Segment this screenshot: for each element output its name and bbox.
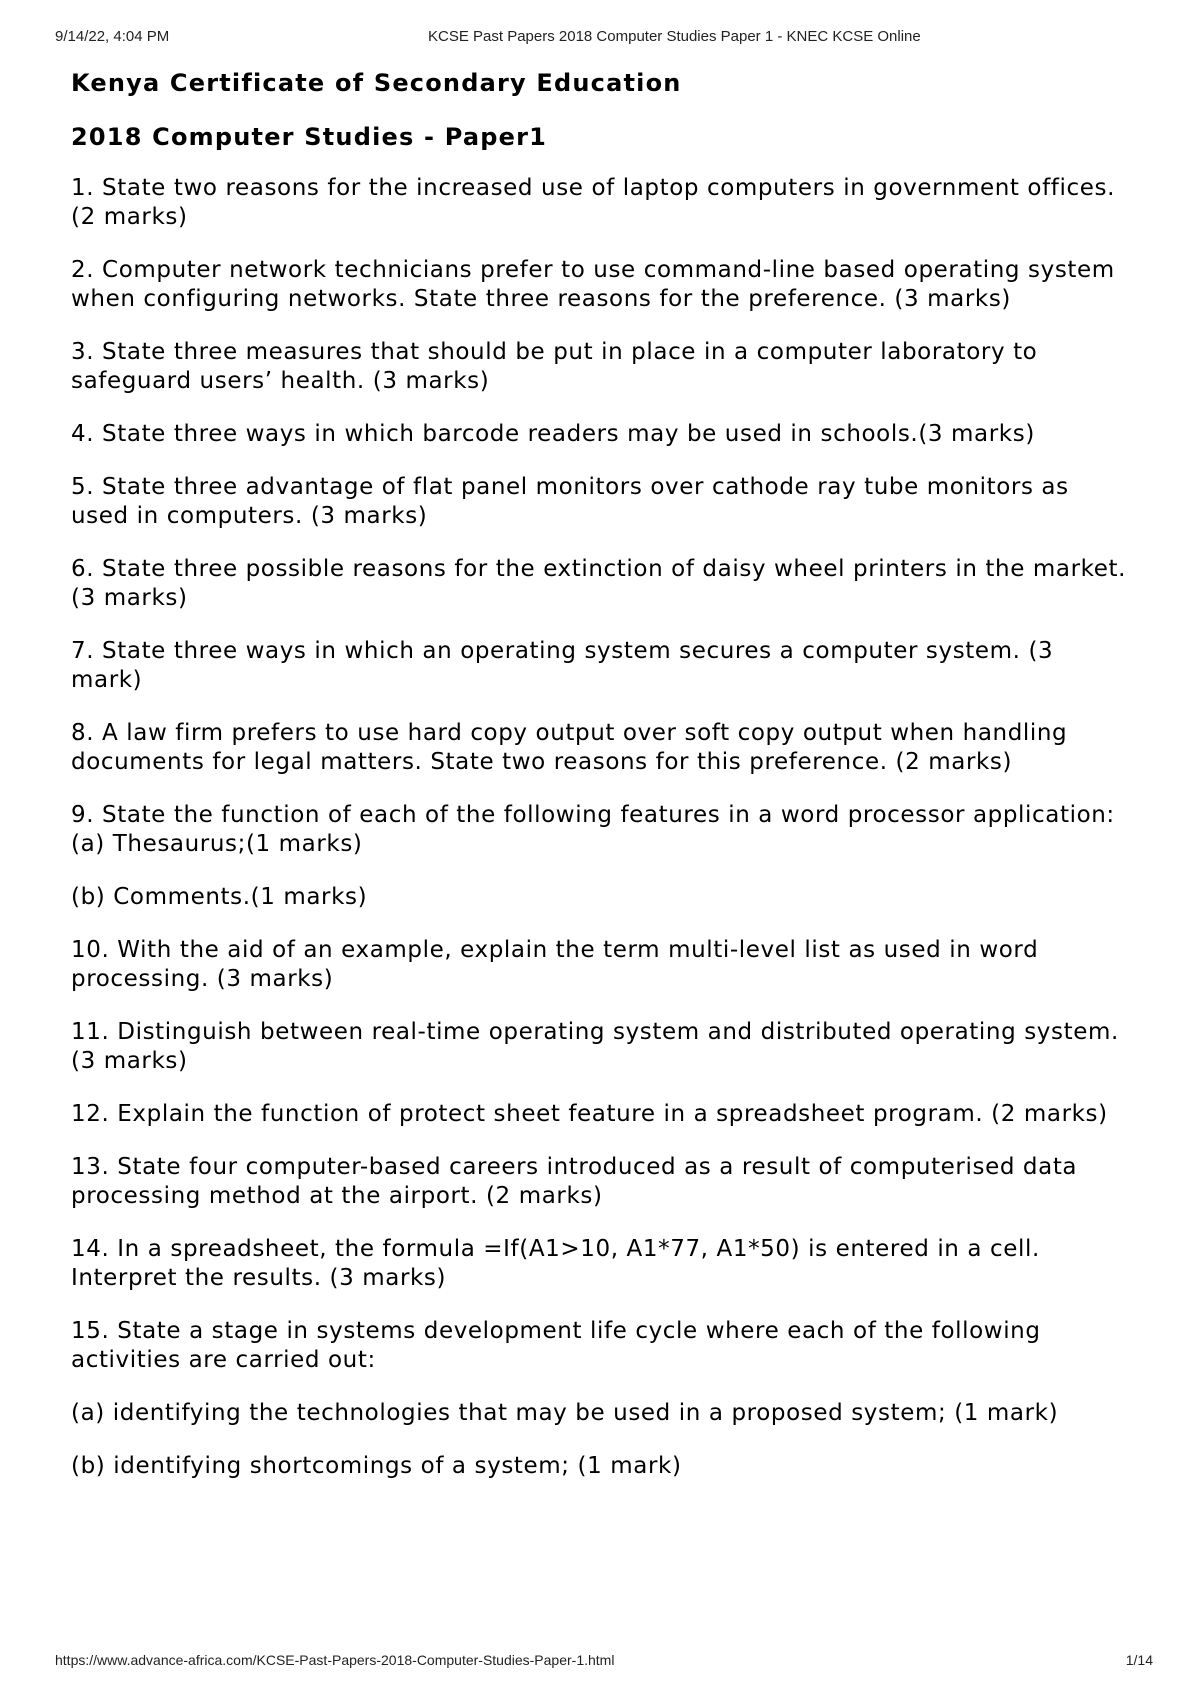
question-5: 5. State three advantage of flat panel monitors over cathode ray tube monitors as used in computers. (3 marks) [71, 474, 1069, 529]
question-3: 3. State three measures that should be put in place in a computer laboratory to safeguard users’ health. (3 marks) [71, 339, 1038, 394]
question-6: 6. State three possible reasons for the extinction of daisy wheel printers in the market. (3 marks) [71, 556, 1127, 611]
print-date: 9/14/22, 4:04 PM [55, 28, 170, 45]
question-7: 7. State three ways in which an operating system secures a computer system. (3 mark) [71, 638, 1054, 693]
document-subtitle: 2018 Computer Studies - Paper1 [71, 123, 548, 151]
document-title: Kenya Certificate of Secondary Education [71, 69, 682, 97]
question-4: 4. State three ways in which barcode readers may be used in schools.(3 marks) [71, 421, 1035, 447]
question-11: 11. Distinguish between real-time operating system and distributed operating system. (3 marks) [71, 1019, 1119, 1074]
question-15b: (b) identifying shortcomings of a system; (1 mark) [71, 1453, 682, 1479]
document-body [71, 68, 1131, 1505]
question-1: 1. State two reasons for the increased use of laptop computers in government offices. (2 marks) [71, 175, 1115, 230]
question-8: 8. A law firm prefers to use hard copy output over soft copy output when handling documents for legal matters. State two reasons for this preference. (2 marks) [71, 720, 1068, 775]
question-15: 15. State a stage in systems development life cycle where each of the following activities are carried out: [71, 1318, 1041, 1373]
question-9a: 9. State the function of each of the following features in a word processor application: (a) Thesaurus;(1 marks) [71, 802, 1115, 857]
question-2: 2. Computer network technicians prefer to use command-line based operating system when configuring networks. State three reasons for the preference. (3 marks) [71, 257, 1115, 312]
print-page-title: KCSE Past Papers 2018 Computer Studies Paper 1 - KNEC KCSE Online [428, 28, 921, 45]
question-9b: (b) Comments.(1 marks) [71, 884, 368, 910]
question-15a: (a) identifying the technologies that may be used in a proposed system; (1 mark) [71, 1400, 1059, 1426]
print-header [0, 28, 1200, 50]
question-10: 10. With the aid of an example, explain the term multi-level list as used in word processing. (3 marks) [71, 937, 1039, 992]
question-14: 14. In a spreadsheet, the formula =If(A1>10, A1*77, A1*50) is entered in a cell. Interpret the results. (3 marks) [71, 1236, 1040, 1291]
print-url[interactable]: https://www.advance-africa.com/KCSE-Past-Papers-2018-Computer-Studies-Paper-1.html [55, 1652, 615, 1668]
print-footer [0, 1652, 1200, 1674]
question-13: 13. State four computer-based careers introduced as a result of computerised data processing method at the airport. (2 marks) [71, 1154, 1078, 1209]
question-12: 12. Explain the function of protect sheet feature in a spreadsheet program. (2 marks) [71, 1101, 1108, 1127]
page-number: 1/14 [1125, 1652, 1153, 1668]
